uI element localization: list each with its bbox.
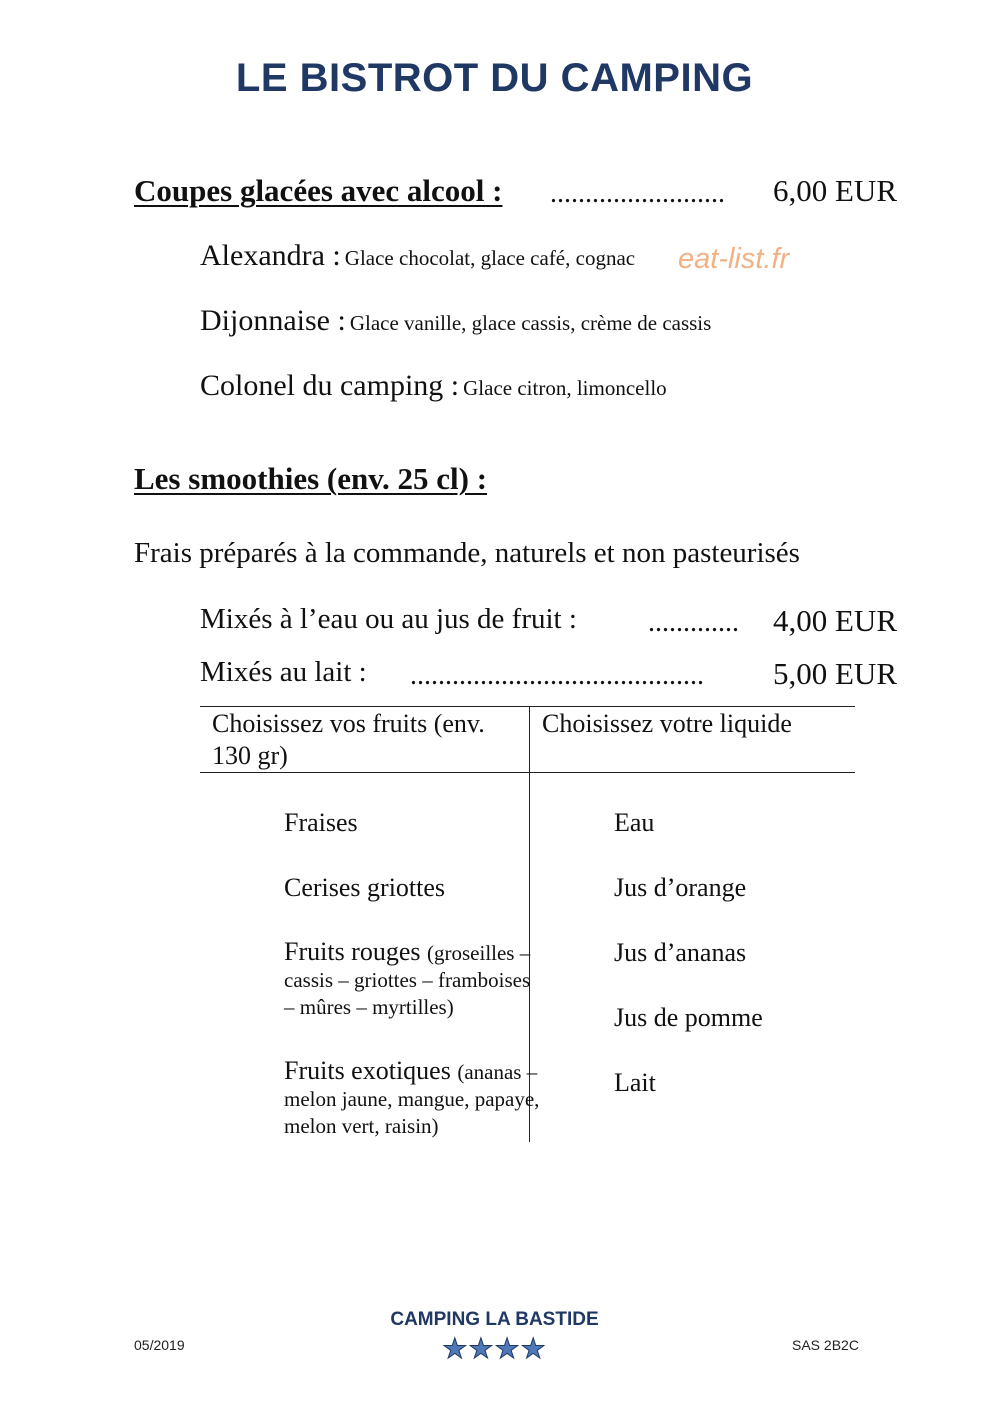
liquid-jus-pomme: Jus de pomme xyxy=(614,1003,763,1032)
option-label-water: Mixés à l’eau ou au jus de fruit : xyxy=(200,603,577,635)
option-price-water: 4,00 EUR xyxy=(773,603,897,638)
coupes-price: 6,00 EUR xyxy=(773,173,897,208)
fruit-cerises: Cerises griottes xyxy=(284,873,446,902)
liquid-jus-ananas: Jus d’ananas xyxy=(614,938,747,967)
liquid-eau: Eau xyxy=(614,808,655,837)
rating-stars-icon: ★★★★ xyxy=(442,1334,547,1365)
price-leader-dots: ............. xyxy=(648,607,739,638)
menu-item-colonel xyxy=(200,369,667,403)
item-description: Glace vanille, glace cassis, crème de cassis xyxy=(349,311,712,335)
fruit-name: Fruits rouges xyxy=(284,937,421,966)
table-header-fruits: Choisissez vos fruits (env. 130 gr) xyxy=(212,709,485,770)
footer-company: SAS 2B2C xyxy=(792,1337,859,1353)
item-description: Glace citron, limoncello xyxy=(463,376,667,400)
fruit-fruits-exotiques xyxy=(284,1056,540,1147)
page-title: LE BISTROT DU CAMPING xyxy=(235,56,754,100)
table-top-border xyxy=(200,706,855,707)
section-heading-smoothies: Les smoothies (env. 25 cl) : xyxy=(134,461,488,496)
footer-date: 05/2019 xyxy=(134,1337,185,1353)
watermark: eat-list.fr xyxy=(678,243,790,275)
item-name: Dijonnaise : xyxy=(200,304,346,337)
smoothies-subtitle: Frais préparés à la commande, naturels et non pasteurisés xyxy=(134,537,800,569)
section-heading-coupes: Coupes glacées avec alcool : xyxy=(134,173,503,208)
price-leader-dots: .......................................... xyxy=(410,660,704,691)
fruit-detail: (ananas – xyxy=(457,1060,538,1084)
price-leader-dots: ......................... xyxy=(550,178,725,209)
liquid-lait: Lait xyxy=(614,1068,656,1097)
menu-item-dijonnaise xyxy=(200,304,711,338)
table-header-liquid: Choisissez votre liquide xyxy=(542,709,792,738)
option-label-milk: Mixés au lait : xyxy=(200,656,367,688)
fruit-fraises: Fraises xyxy=(284,808,358,837)
item-name: Alexandra : xyxy=(200,239,341,272)
fruit-name: Fruits exotiques xyxy=(284,1056,451,1085)
liquid-jus-orange: Jus d’orange xyxy=(614,873,747,902)
footer-brand: CAMPING LA BASTIDE xyxy=(390,1309,599,1330)
fruit-detail: cassis – griottes – framboises – mûres – myrtilles) xyxy=(284,968,531,1019)
item-name: Colonel du camping : xyxy=(200,369,460,402)
fruit-detail: melon jaune, mangue, papaye, melon vert, raisin) xyxy=(284,1087,540,1138)
option-price-milk: 5,00 EUR xyxy=(773,656,897,691)
menu-item-alexandra xyxy=(200,239,635,273)
fruit-detail: (groseilles – xyxy=(427,941,531,965)
item-description: Glace chocolat, glace café, cognac xyxy=(344,246,636,270)
fruit-fruits-rouges xyxy=(284,938,529,1028)
table-header-border xyxy=(200,772,855,773)
